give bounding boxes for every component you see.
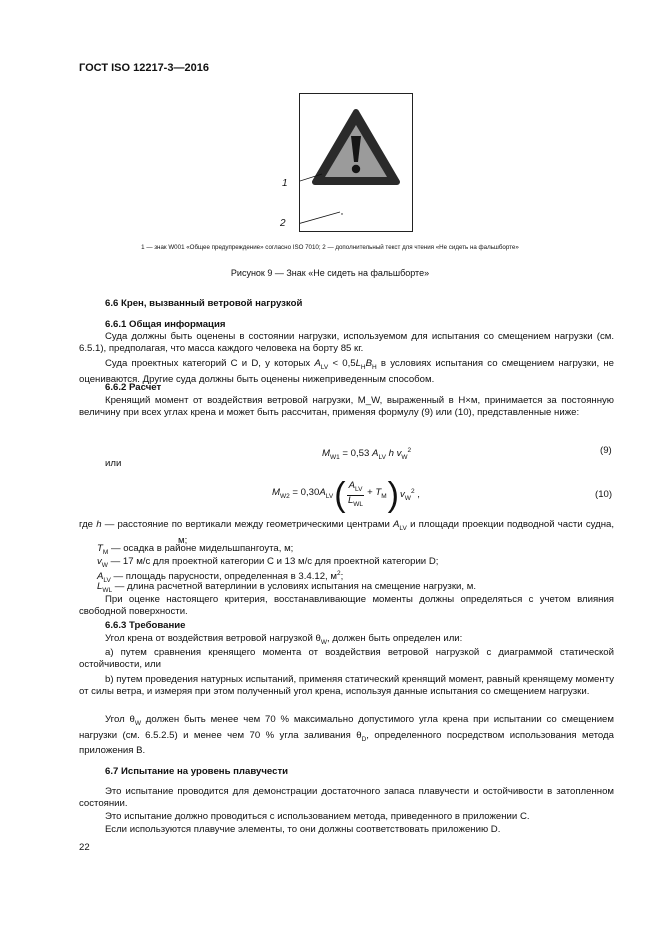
figure-label-1: 1 — [282, 178, 288, 189]
equation-9: $M_{W1} = 0,53$ $A_{LV}$ h $v_W^2$ — [322, 447, 412, 462]
paragraph-8: Угол $\theta_W$ должен быть менее чем 70 % максимально допустимого угла крена при испытании со смещением нагрузки (см. 6.5.2.5) и менее чем 70 % угла заливания $\theta_D$, определенного посредством использования метода приложения B. — [79, 714, 614, 756]
section-6-6-2-title: 6.6.2 Расчет — [105, 382, 162, 393]
paragraph-6: a) путем сравнения кренящего момента от воздействия ветровой нагрузкой с диаграммой статической остойчивости, или — [79, 647, 614, 670]
paragraph-3: Кренящий момент от воздействия ветровой нагрузки, M_W, выраженный в Н×м, принимается за постоянную величину при всех углах крена и может быть рассчитан, применяя формулу (9) или (10), представленные ниже: — [79, 395, 614, 418]
warning-sign-icon — [300, 94, 412, 231]
section-6-6-title: 6.6 Крен, вызванный ветровой нагрузкой — [105, 298, 303, 309]
section-6-6-1-title: 6.6.1 Общая информация — [105, 319, 226, 330]
section-6-6-3-title: 6.6.3 Требование — [105, 620, 186, 631]
figure-label-2: 2 — [280, 218, 286, 229]
where-vw: $v_W$ — 17 м/с для проектной категории C и 13 м/с для проектной категории D; — [97, 556, 439, 569]
figure-caption: Рисунок 9 — Знак «Не сидеть на фальшборте» — [230, 268, 430, 278]
page-number: 22 — [79, 842, 90, 853]
paragraph-9: Это испытание проводится для демонстрации достаточного запаса плавучести и остойчивости в затопленном состоянии. — [79, 786, 614, 809]
paragraph-7: b) путем проведения натурных испытаний, применяя статический кренящий момент, равный кренящему моменту от силы ветра, и измеряя при этом полученный угол крена, используя данные испытания со смещением нагрузки. — [79, 674, 614, 697]
where-tm: $T_M$ — осадка в районе мидельшпангоута, м; — [97, 543, 294, 556]
paragraph-5: Угол крена от воздействия ветровой нагрузкой $\theta_W$, должен быть определен или: — [105, 633, 463, 646]
document-header: ГОСТ ISO 12217-3—2016 — [79, 62, 209, 74]
where-lwl: $L_{WL}$ — длина расчетной ватерлинии в условиях испытания на смещение нагрузки, м. — [97, 581, 476, 594]
or-text: или — [105, 458, 122, 469]
paragraph-11: Если используются плавучие элементы, то они должны соответствовать приложению D. — [105, 824, 501, 835]
paragraph-1: Суда должны быть оценены в состоянии нагрузки, используемом для испытания со смещением нагрузки (см. 6.5.1), предполагая, что масса каждого человека на борту 85 кг. — [79, 331, 614, 354]
paragraph-4: При оценке настоящего критерия, восстанавливающие моменты должны определяться с учетом влияния свободной поверхности. — [79, 594, 614, 617]
paragraph-10: Это испытание должно проводиться с использованием метода, приведенного в приложении C. — [105, 811, 530, 822]
equation-10: $M_{W2} = 0,30A_{LV}$ ( $\frac{A_{LV}}{L_{WL}}$ + $T_M$ ) $v_W^2$ , — [272, 476, 420, 514]
figure-note: 1 — знак W001 «Общее предупреждение» согласно ISO 7010; 2 — дополнительный текст для чтения «Не сидеть на фальшборте» — [141, 244, 519, 251]
figure-frame — [299, 93, 413, 232]
equation-10-number: (10) — [595, 489, 613, 500]
where-h: где h — расстояние по вертикали между геометрическими центрами $A_{LV}$ и площади проекции подводной части судна, м; — [79, 519, 615, 546]
where-alv: $A_{LV}$ — площадь парусности, определенная в 3.4.12, $м^2$; — [97, 570, 344, 585]
equation-9-number: (9) — [600, 445, 612, 456]
section-6-7-title: 6.7 Испытание на уровень плавучести — [105, 766, 289, 777]
paragraph-2: Суда проектных категорий C и D, у которых $A_{LV} < 0,5L_HB_H$ в условиях испытания со смещением нагрузки, не оцениваются. Другие суда должны быть оценены нижеприведенным способом. — [79, 358, 614, 385]
